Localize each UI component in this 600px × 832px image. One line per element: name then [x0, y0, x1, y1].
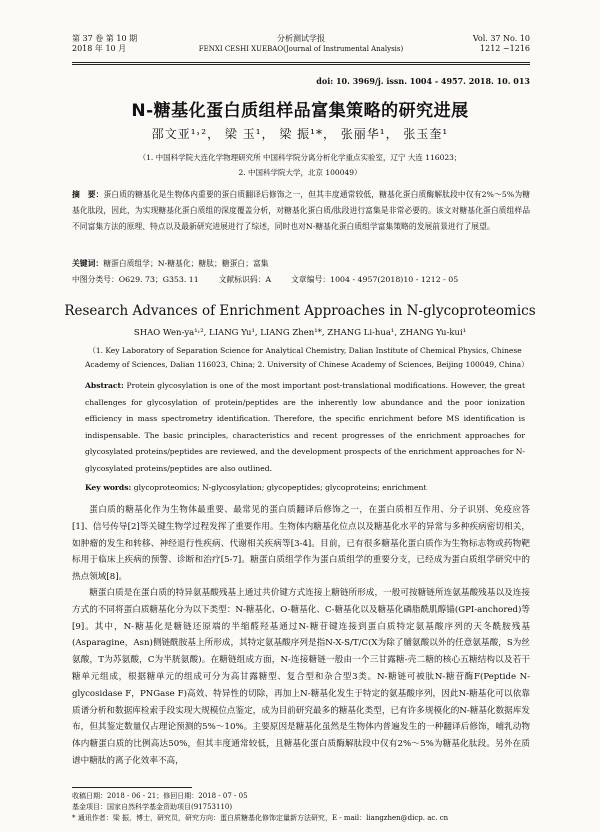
abstract-cn-label: 摘 要： [72, 190, 104, 199]
body-paragraph-1: 蛋白质的糖基化作为生物体最重要、最常见的蛋白质翻译后修饰之一，在蛋白质相互作用、分子识别、免疫应答[1]、信号传导[2]等关键生物学过程发挥了重要作用。生物体内糖基化位点以及糖基化水平的异常与多种疾病密切相关，如肿瘤的发生和转移、神经退行性疾病、代谢相关疾病等[3-4]。目前，已有很多糖基化蛋白质作为生物标志物或药物靶标用于临床上疾病的预警、诊断和治疗[5-7]。糖蛋白质组学作为蛋白质组学的重要分支，已经成为蛋白质组学研究中的热点领域[8]。 [72, 505, 530, 583]
abstract-cn [72, 187, 530, 235]
header-center [72, 34, 530, 54]
abstract-en [85, 378, 525, 478]
author-list-en: SHAO Wen-ya¹˒², LIANG Yu¹, LIANG Zhen¹*, ZHANG Li-hua¹, ZHANG Yu-kui¹ [133, 328, 467, 338]
abstract-en-label: Abstract: [85, 381, 124, 390]
paper-title-en: Research Advances of Enrichment Approaches in N-glycoproteomics [64, 303, 536, 319]
author-list: 邵文亚¹˒²， 梁 玉¹， 梁 振¹*， 张丽华¹， 张玉奎¹ [151, 127, 449, 141]
affiliation-1: （1. 中国科学院大连化学物理研究所 中国科学院分离分析化学重点实验室，辽宁 大连 116023； [138, 153, 462, 162]
journal-name-cn: 分析测试学报 [277, 34, 325, 43]
affiliation-en: （1. Key Laboratory of Separation Science for Analytical Chemistry, Dalian Institute of Chemical Physics, Chinese Academy of Sciences, Dalian 116023, China; 2. University of Chinese Academy of Sciences, Beijing 100049, China） [85, 346, 529, 369]
keywords-en [85, 480, 525, 497]
volume-issue: 第 37 卷 第 10 期 [72, 34, 138, 43]
clc-number: 中图分类号：O629. 73；G353. 11 [72, 275, 199, 284]
classification-line [72, 272, 530, 288]
keywords-en-label: Key words: [85, 483, 132, 492]
vol-no-en: Vol. 37 No. 10 [472, 34, 530, 43]
footnote-rule [72, 787, 192, 788]
doi: doi: 10. 3969/j. issn. 1004 - 4957. 2018. 10. 013 [316, 76, 530, 86]
footnote-fund: 基金项目：国家自然科学基金资助项目(91753110) [72, 803, 233, 811]
header-right [473, 34, 530, 54]
page-range: 1212 ~1216 [480, 44, 530, 53]
document-code: 文献标识码：A [218, 275, 272, 284]
abstract-cn-text: 蛋白质的糖基化是生物体内重要的蛋白质翻译后修饰之一，但其丰度通常较低，糖基化蛋白质酶解肽段中仅有2%～5%为糖基化肽段，因此，为实现糖基化蛋白质组的深度覆盖分析，对糖基化蛋白质/肽段进行富集是非常必要的。该文对糖基化蛋白质组样品不同富集方法的原理、特点以及最新研究进展进行了综述，同时也对N-糖基化蛋白质组学富集策略的发展前景进行了展望。 [72, 190, 531, 231]
footnote-received: 收稿日期：2018 - 06 - 21；修回日期：2018 - 07 - 05 [72, 792, 248, 800]
keywords-en-text: glycoproteomics; N-glycosylation; glycopeptides; glycoproteins; enrichment [133, 483, 427, 492]
publication-date: 2018 年 10 月 [72, 44, 127, 53]
journal-name-en: FENXI CESHI XUEBAO(Journal of Instrumental Analysis) [198, 45, 404, 53]
header-rule-thin [72, 64, 530, 65]
keywords-cn-label: 关键词： [72, 259, 104, 268]
article-number: 文章编号：1004 - 4957(2018)10 - 1212 - 05 [291, 275, 459, 284]
abstract-en-text: Protein glycosylation is one of the most important post-translational modifications. However, the great challenges for glycosylation of protein/peptides are the inherently low abundance and the poor ionization efficiency in mass spectrometry identification. Therefore, the specific enrichment before MS identification is indispensable. The basic principles, characteristics and recent progresses of the enrichment approaches for glycosylated proteins/peptides are reviewed, and the development prospects of the enrichment approaches for N-glycosylated proteins/peptides are also outlined. [85, 381, 525, 473]
footnote-author: * 通讯作者：梁 振，博士，研究员，研究方向：蛋白质糖基化修饰定量新方法研究，E - mail：liangzhen@dicp. ac. cn [72, 814, 449, 822]
running-header [72, 34, 530, 62]
keywords-cn-text: 糖蛋白质组学；N-糖基化；糖肽；糖蛋白；富集 [103, 259, 269, 268]
paper-title: N-糖基化蛋白质组样品富集策略的研究进展 [131, 101, 469, 121]
header-rule [72, 62, 530, 63]
body-paragraph-2: 糖蛋白质是在蛋白质的特异氨基酸残基上通过共价键方式连接上糖链所形成，一般可按糖链所连氨基酸残基以及连接方式的不同将蛋白质糖基化分为以下类型：N-糖基化、O-糖基化、C-糖基化以及糖基化磷脂酰肌醇锚(GPI-anchored)等[9]。其中，N-糖基化是糖链还原端的半缩醛羟基通过N-糖苷键连接到蛋白质特定氨基酸序列的天冬酰胺残基(Asparagine，Asn)侧链酰胺基上所形成，其特定氨基酸序列是指N-X-S/T/C(X为除了脯氨酸以外的任意氨基酸，S为丝氨酸，T为苏氨酸，C为半胱氨酸)。在糖链组成方面，N-连接糖链一般由一个三甘露糖-壳二糖的核心五糖结构以及若干糖单元组成，根据糖单元的组成可分为高甘露糖型、复合型和杂合型3类。N-糖链可被肽N-糖苷酶F(Peptide N-glycosidase F，PNGase F)高效、特异性的切除，再加上N-糖基化发生于特定的氨基酸序列，因此N-糖基化可以依靠质谱分析和数据库检索手段实现大规模位点鉴定，成为目前研究最多的糖基化类型，已有许多规模化的N-糖基化数据库发布，但其鉴定数量仅占理论预测的5%～10%。主要原因是糖基化虽然是生物体内普遍发生的一种翻译后修饰，哺乳动物体内糖蛋白质的比例高达50%，但其丰度通常较低，且糖基化蛋白质酶解肽段中仅有2%～5%为糖基化肽段。另外在质谱中糖肽的离子化效率不高， [72, 588, 530, 766]
affiliation-2: 2. 中国科学院大学，北京 100049） [238, 168, 362, 177]
keywords-cn [72, 256, 530, 272]
